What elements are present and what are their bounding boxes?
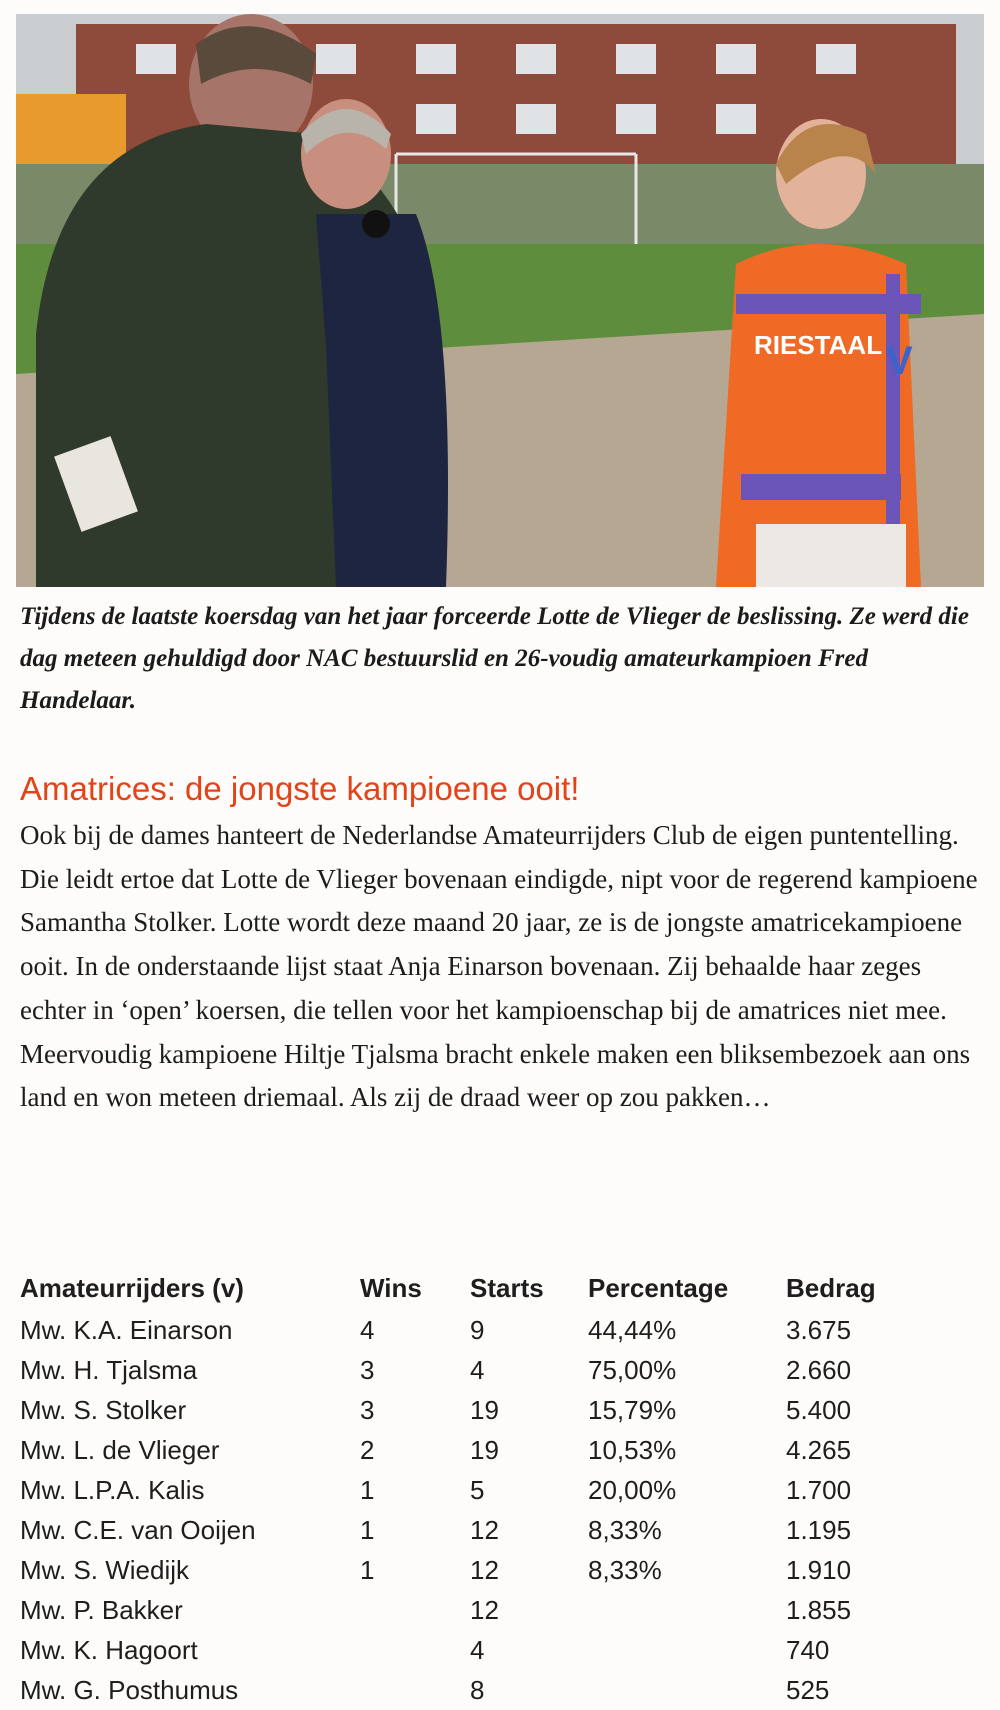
svg-text:V: V: [886, 339, 913, 383]
column-header-amount: Bedrag: [786, 1272, 876, 1303]
wins-cell: [360, 1630, 470, 1670]
percentage-cell: 20,00%: [588, 1474, 677, 1505]
rider-cell: Mw. S. Stolker: [20, 1394, 187, 1425]
rider-cell: Mw. K. Hagoort: [20, 1634, 198, 1665]
column-header-wins: Wins: [360, 1272, 422, 1303]
amount-cell: 1.195: [786, 1514, 852, 1545]
table-row: [20, 1390, 980, 1430]
starts-cell: 8: [470, 1674, 485, 1705]
amount-cell: 740: [786, 1634, 830, 1665]
wins-cell: 4: [360, 1314, 375, 1345]
article-photo: [16, 14, 984, 587]
percentage-cell: 75,00%: [588, 1354, 677, 1385]
wins-cell: 1: [360, 1554, 375, 1585]
rider-cell: Mw. L. de Vlieger: [20, 1434, 220, 1465]
starts-cell: 12: [470, 1514, 499, 1545]
amount-cell: 5.400: [786, 1394, 852, 1425]
starts-cell: 19: [470, 1434, 499, 1465]
column-header-starts: Starts: [470, 1272, 544, 1303]
percentage-cell: 15,79%: [588, 1394, 677, 1425]
rider-cell: Mw. C.E. van Ooijen: [20, 1514, 256, 1545]
table-row: [20, 1310, 980, 1350]
section-heading: Amatrices: de jongste kampioene ooit!: [20, 770, 580, 807]
percentage-cell: [588, 1670, 786, 1710]
table-row: [20, 1550, 980, 1590]
amount-cell: 2.660: [786, 1354, 852, 1385]
table-row: [20, 1670, 980, 1710]
amount-cell: 525: [786, 1674, 830, 1705]
percentage-cell: [588, 1590, 786, 1630]
percentage-cell: 10,53%: [588, 1434, 677, 1465]
table-row: [20, 1350, 980, 1390]
table-header-row: [20, 1266, 980, 1310]
table-row: [20, 1510, 980, 1550]
percentage-cell: 44,44%: [588, 1314, 677, 1345]
amount-cell: 4.265: [786, 1434, 852, 1465]
amount-cell: 3.675: [786, 1314, 852, 1345]
table-row: [20, 1630, 980, 1670]
starts-cell: 19: [470, 1394, 499, 1425]
starts-cell: 12: [470, 1594, 499, 1625]
starts-cell: 4: [470, 1354, 485, 1385]
table-row: [20, 1430, 980, 1470]
rider-cell: Mw. L.P.A. Kalis: [20, 1474, 205, 1505]
photo-caption: Tijdens de laatste koersdag van het jaar forceerde Lotte de Vlieger de beslissing. Ze werd die dag meteen gehuldigd door NAC bestuurslid en 26-voudig amateurkampioen Fred Handelaar.: [20, 603, 969, 714]
ranking-table: [20, 1266, 980, 1710]
rider-cell: Mw. H. Tjalsma: [20, 1354, 198, 1385]
wins-cell: 3: [360, 1394, 375, 1425]
amount-cell: 1.910: [786, 1554, 852, 1585]
starts-cell: 4: [470, 1634, 485, 1665]
starts-cell: 9: [470, 1314, 485, 1345]
wins-cell: [360, 1590, 470, 1630]
table-row: [20, 1590, 980, 1630]
percentage-cell: 8,33%: [588, 1514, 662, 1545]
percentage-cell: [588, 1630, 786, 1670]
wins-cell: 2: [360, 1434, 375, 1465]
wins-cell: [360, 1670, 470, 1710]
rider-cell: Mw. P. Bakker: [20, 1594, 183, 1625]
wins-cell: 1: [360, 1514, 375, 1545]
rider-cell: Mw. K.A. Einarson: [20, 1314, 233, 1345]
rider-cell: Mw. G. Posthumus: [20, 1674, 239, 1705]
starts-cell: 12: [470, 1554, 499, 1585]
column-header-rider: Amateurrijders (v): [20, 1272, 244, 1303]
percentage-cell: 8,33%: [588, 1554, 662, 1585]
amount-cell: 1.700: [786, 1474, 852, 1505]
amount-cell: 1.855: [786, 1594, 852, 1625]
photo-icon: [16, 14, 984, 587]
article-body: Ook bij de dames hanteert de Nederlandse Amateurrijders Club de eigen puntentelling. Die leidt ertoe dat Lotte de Vlieger bovenaan eindigde, nipt voor de regerend kampioene Samantha Stolker. Lotte wordt deze maand 20 jaar, ze is de jongste amatricekampioene ooit. In de onderstaande lijst staat Anja Einarson bovenaan. Zij behaalde haar zeges echter in ‘open’ koersen, die tellen voor het kampioenschap bij de amatrices niet mee. Meervoudig kampioene Hiltje Tjalsma bracht enkele maken een bliksembezoek aan ons land en won meteen driemaal. Als zij de draad weer op zou pakken…: [20, 820, 978, 1113]
rider-cell: Mw. S. Wiedijk: [20, 1554, 190, 1585]
column-header-percentage: Percentage: [588, 1272, 729, 1303]
wins-cell: 1: [360, 1474, 375, 1505]
starts-cell: 5: [470, 1474, 485, 1505]
svg-text:RIESTAAL: RIESTAAL: [754, 330, 883, 360]
wins-cell: 3: [360, 1354, 375, 1385]
table-row: [20, 1470, 980, 1510]
